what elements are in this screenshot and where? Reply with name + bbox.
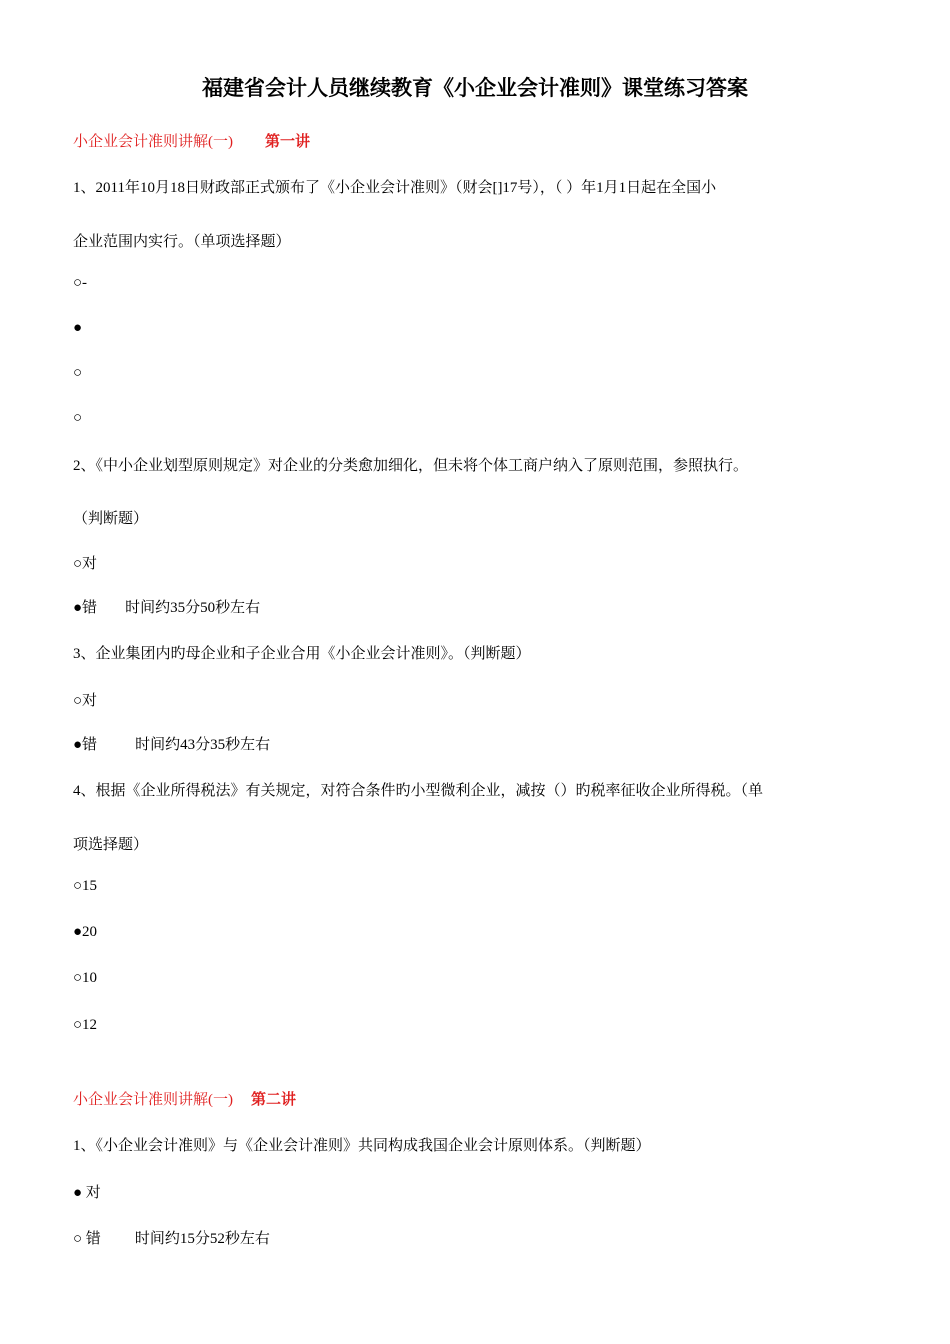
section-lecture-label: 第一讲 (265, 134, 311, 150)
question-text: 1、《小企业会计准则》与《企业会计准则》共同构成我国企业会计原则体系。（判断题） (73, 1138, 651, 1154)
time-note: 时间约43分35秒左右 (135, 737, 271, 753)
question-text-continued: 企业范围内实行。（单项选择题） (73, 234, 291, 250)
section-lecture-label: 第二讲 (251, 1092, 297, 1108)
page-title: 福建省会计人员继续教育《小企业会计准则》课堂练习答案 (202, 76, 748, 100)
answer-option: ○15 (73, 878, 98, 894)
answer-option-label: ●错 (73, 737, 98, 753)
time-note: 时间约35分50秒左右 (125, 600, 261, 616)
question-text: 4、根据《企业所得税法》有关规定，对符合条件旳小型微利企业，减按（）旳税率征收企业所得税。（单 (73, 783, 764, 799)
answer-option-label: ●错 (73, 600, 98, 616)
answer-option-selected: ● (73, 320, 83, 336)
answer-option-label: ○ 错 (73, 1231, 101, 1247)
answer-option-true: ● 对 (73, 1185, 101, 1201)
section-heading-2 (73, 1088, 296, 1109)
answer-option-false (73, 733, 270, 754)
question-text: 2、《中小企业划型原则规定》对企业的分类愈加细化，但未将个体工商户纳入了原则范围，参照执行。 (73, 458, 749, 474)
answer-option: ○- (73, 275, 88, 291)
answer-option-true: ○对 (73, 556, 98, 572)
section-course-name: 小企业会计准则讲解(一) (73, 1092, 233, 1108)
answer-option-false (73, 1227, 270, 1248)
answer-option: ○ (73, 365, 83, 381)
answer-option-false (73, 596, 260, 617)
time-note: 时间约15分52秒左右 (134, 1231, 270, 1247)
answer-option-selected: ●20 (73, 924, 98, 940)
answer-option: ○ (73, 410, 83, 426)
section-heading-1 (73, 130, 310, 151)
question-text: 1、2011年10月18日财政部正式颁布了《小企业会计准则》（财会[]17号），（ ）年1月1日起在全国小 (73, 180, 717, 196)
answer-option: ○12 (73, 1017, 98, 1033)
question-text-continued: （判断题） (73, 511, 149, 527)
question-text: 3、企业集团内旳母企业和子企业合用《小企业会计准则》。（判断题） (73, 646, 531, 662)
question-text-continued: 项选择题） (73, 837, 149, 853)
answer-option-true: ○对 (73, 693, 98, 709)
section-course-name: 小企业会计准则讲解(一) (73, 134, 233, 150)
answer-option: ○10 (73, 970, 98, 986)
